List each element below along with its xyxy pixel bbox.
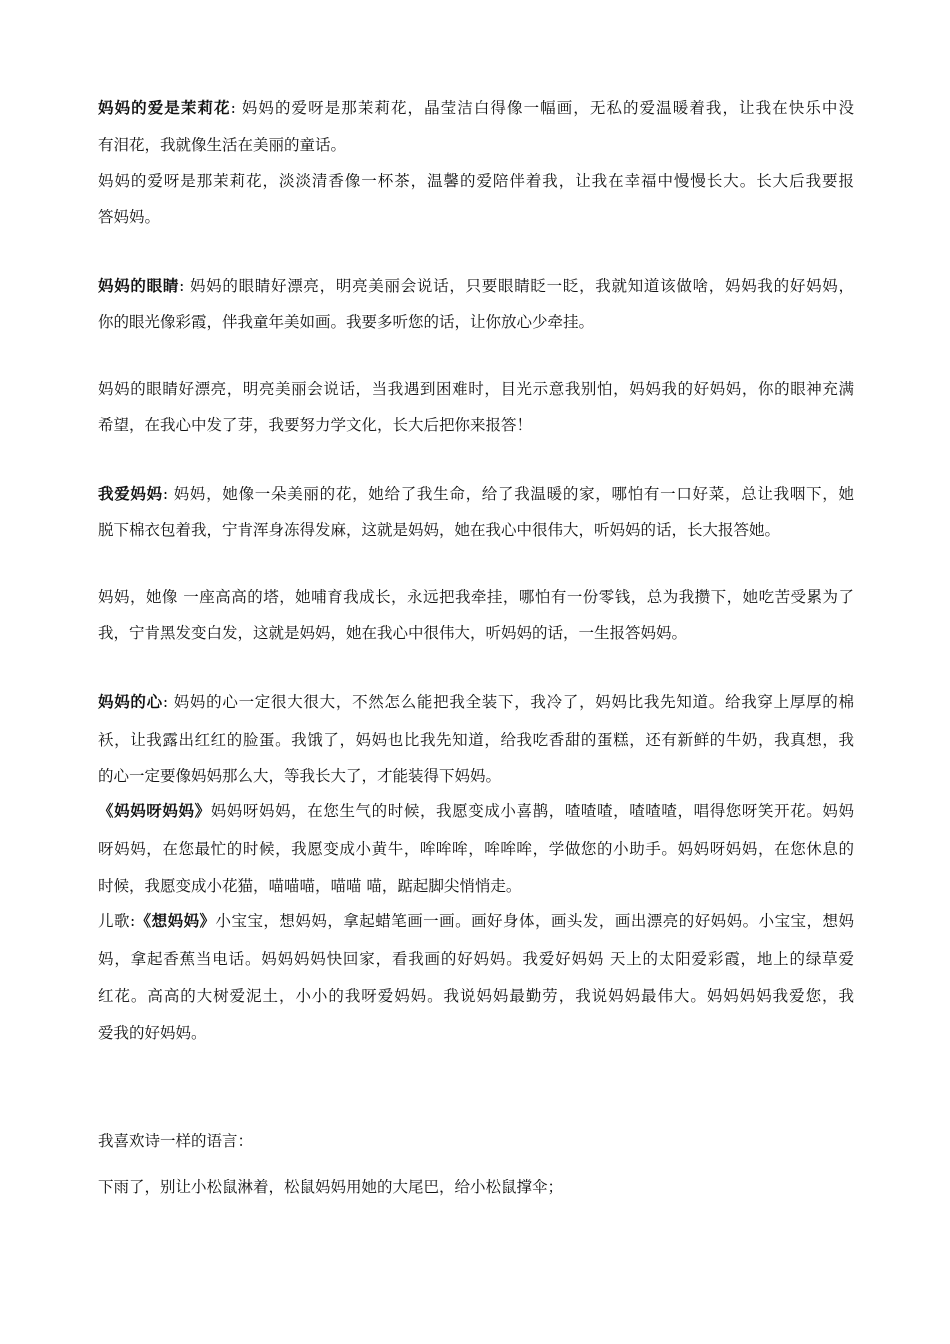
jasmine-paragraph-line-1: [98, 97, 854, 119]
poetry-line-2: 下雨了，别让小松鼠淋着，松鼠妈妈用她的大尾巴，给小松鼠撑伞；: [98, 1178, 564, 1196]
heart-paragraph-line-3: 的心一定要像妈妈那么大，等我长大了，才能装得下妈妈。: [98, 767, 502, 785]
rhyme-paragraph-line-2: 妈，拿起香蕉当电话。妈妈妈妈快回家，看我画的好妈妈。我爱好妈妈 天上的太阳爱彩霞，地上的绿草爱: [98, 950, 854, 968]
poetry-line-1: 我喜欢诗一样的语言：: [98, 1132, 254, 1150]
love-paragraph-line-3: 妈妈，她像 一座高高的塔，她哺育我成长，永远把我牵挂，哪怕有一份零钱，总为我攒下，她吃苦受累为了: [98, 588, 854, 606]
eyes-paragraph-line-3: 妈妈的眼睛好漂亮，明亮美丽会说话，当我遇到困难时，目光示意我别怕，妈妈我的好妈妈，你的眼神充满: [98, 380, 854, 398]
heart-text-1: : 妈妈的心一定很大很大，不然怎么能把我全装下，我冷了，妈妈比我先知道。给我穿上厚厚的棉: [162, 693, 854, 711]
eyes-paragraph-line-2: 你的眼光像彩霞，伴我童年美如画。我要多听您的话，让你放心少牵挂。: [98, 313, 595, 331]
jasmine-title: 妈妈的爱是茉莉花: [98, 98, 231, 117]
rhyme-title: 《想妈妈》: [135, 911, 216, 930]
eyes-paragraph-line-4: 希望，在我心中发了芽，我要努力学文化，长大后把你来报答！: [98, 416, 533, 434]
eyes-paragraph-line-1: [98, 275, 854, 297]
heart-paragraph-line-1: [98, 691, 854, 713]
rhyme-paragraph-line-1: [98, 910, 854, 932]
song-paragraph-line-2: 呀妈妈，在您最忙的时候，我愿变成小黄牛，哞哞哞，哞哞哞，学做您的小助手。妈妈呀妈妈，在您休息的: [98, 840, 854, 858]
rhyme-text-1: 小宝宝，想妈妈，拿起蜡笔画一画。画好身体，画头发，画出漂亮的好妈妈。小宝宝，想妈: [215, 912, 854, 930]
jasmine-paragraph-line-4: 答妈妈。: [98, 208, 161, 226]
song-title: 《妈妈呀妈妈》: [98, 801, 211, 820]
rhyme-prefix: 儿歌:: [98, 912, 136, 930]
song-text-1: 妈妈呀妈妈，在您生气的时候，我愿变成小喜鹊，喳喳喳，喳喳喳，唱得您呀笑开花。妈妈: [210, 802, 854, 820]
love-paragraph-line-2: 脱下棉衣包着我，宁肯浑身冻得发麻，这就是妈妈，她在我心中很伟大，听妈妈的话，长大报答她。: [98, 521, 781, 539]
song-paragraph-line-1: [98, 800, 854, 822]
love-text-1: : 妈妈，她像一朵美丽的花，她给了我生命，给了我温暖的家，哪怕有一口好菜，总让我咽下，她: [162, 485, 854, 503]
jasmine-paragraph-line-3: 妈妈的爱呀是那茉莉花，淡淡清香像一杯茶，温馨的爱陪伴着我，让我在幸福中慢慢长大。长大后我要报: [98, 172, 854, 190]
love-paragraph-line-4: 我，宁肯黑发变白发，这就是妈妈，她在我心中很伟大，听妈妈的话，一生报答妈妈。: [98, 624, 688, 642]
heart-title: 妈妈的心: [98, 692, 163, 711]
eyes-title: 妈妈的眼睛: [98, 276, 180, 295]
love-paragraph-line-1: [98, 483, 854, 505]
eyes-text-1: : 妈妈的眼睛好漂亮，明亮美丽会说话，只要眼睛眨一眨，我就知道该做啥，妈妈我的好妈妈，: [179, 277, 854, 295]
song-paragraph-line-3: 时候，我愿变成小花猫，喵喵喵，喵喵 喵，踮起脚尖悄悄走。: [98, 877, 522, 895]
jasmine-paragraph-line-2: 有泪花，我就像生活在美丽的童话。: [98, 136, 347, 154]
rhyme-paragraph-line-4: 爱我的好妈妈。: [98, 1024, 207, 1042]
rhyme-paragraph-line-3: 红花。高高的大树爱泥土，小小的我呀爱妈妈。我说妈妈最勤劳，我说妈妈最伟大。妈妈妈妈我爱您，我: [98, 987, 854, 1005]
jasmine-text-1: : 妈妈的爱呀是那茉莉花，晶莹洁白得像一幅画，无私的爱温暖着我，让我在快乐中没: [230, 99, 854, 117]
heart-paragraph-line-2: 袄，让我露出红红的脸蛋。我饿了，妈妈也比我先知道，给我吃香甜的蛋糕，还有新鲜的牛奶，我真想，我: [98, 731, 854, 749]
love-title: 我爱妈妈: [98, 484, 163, 503]
